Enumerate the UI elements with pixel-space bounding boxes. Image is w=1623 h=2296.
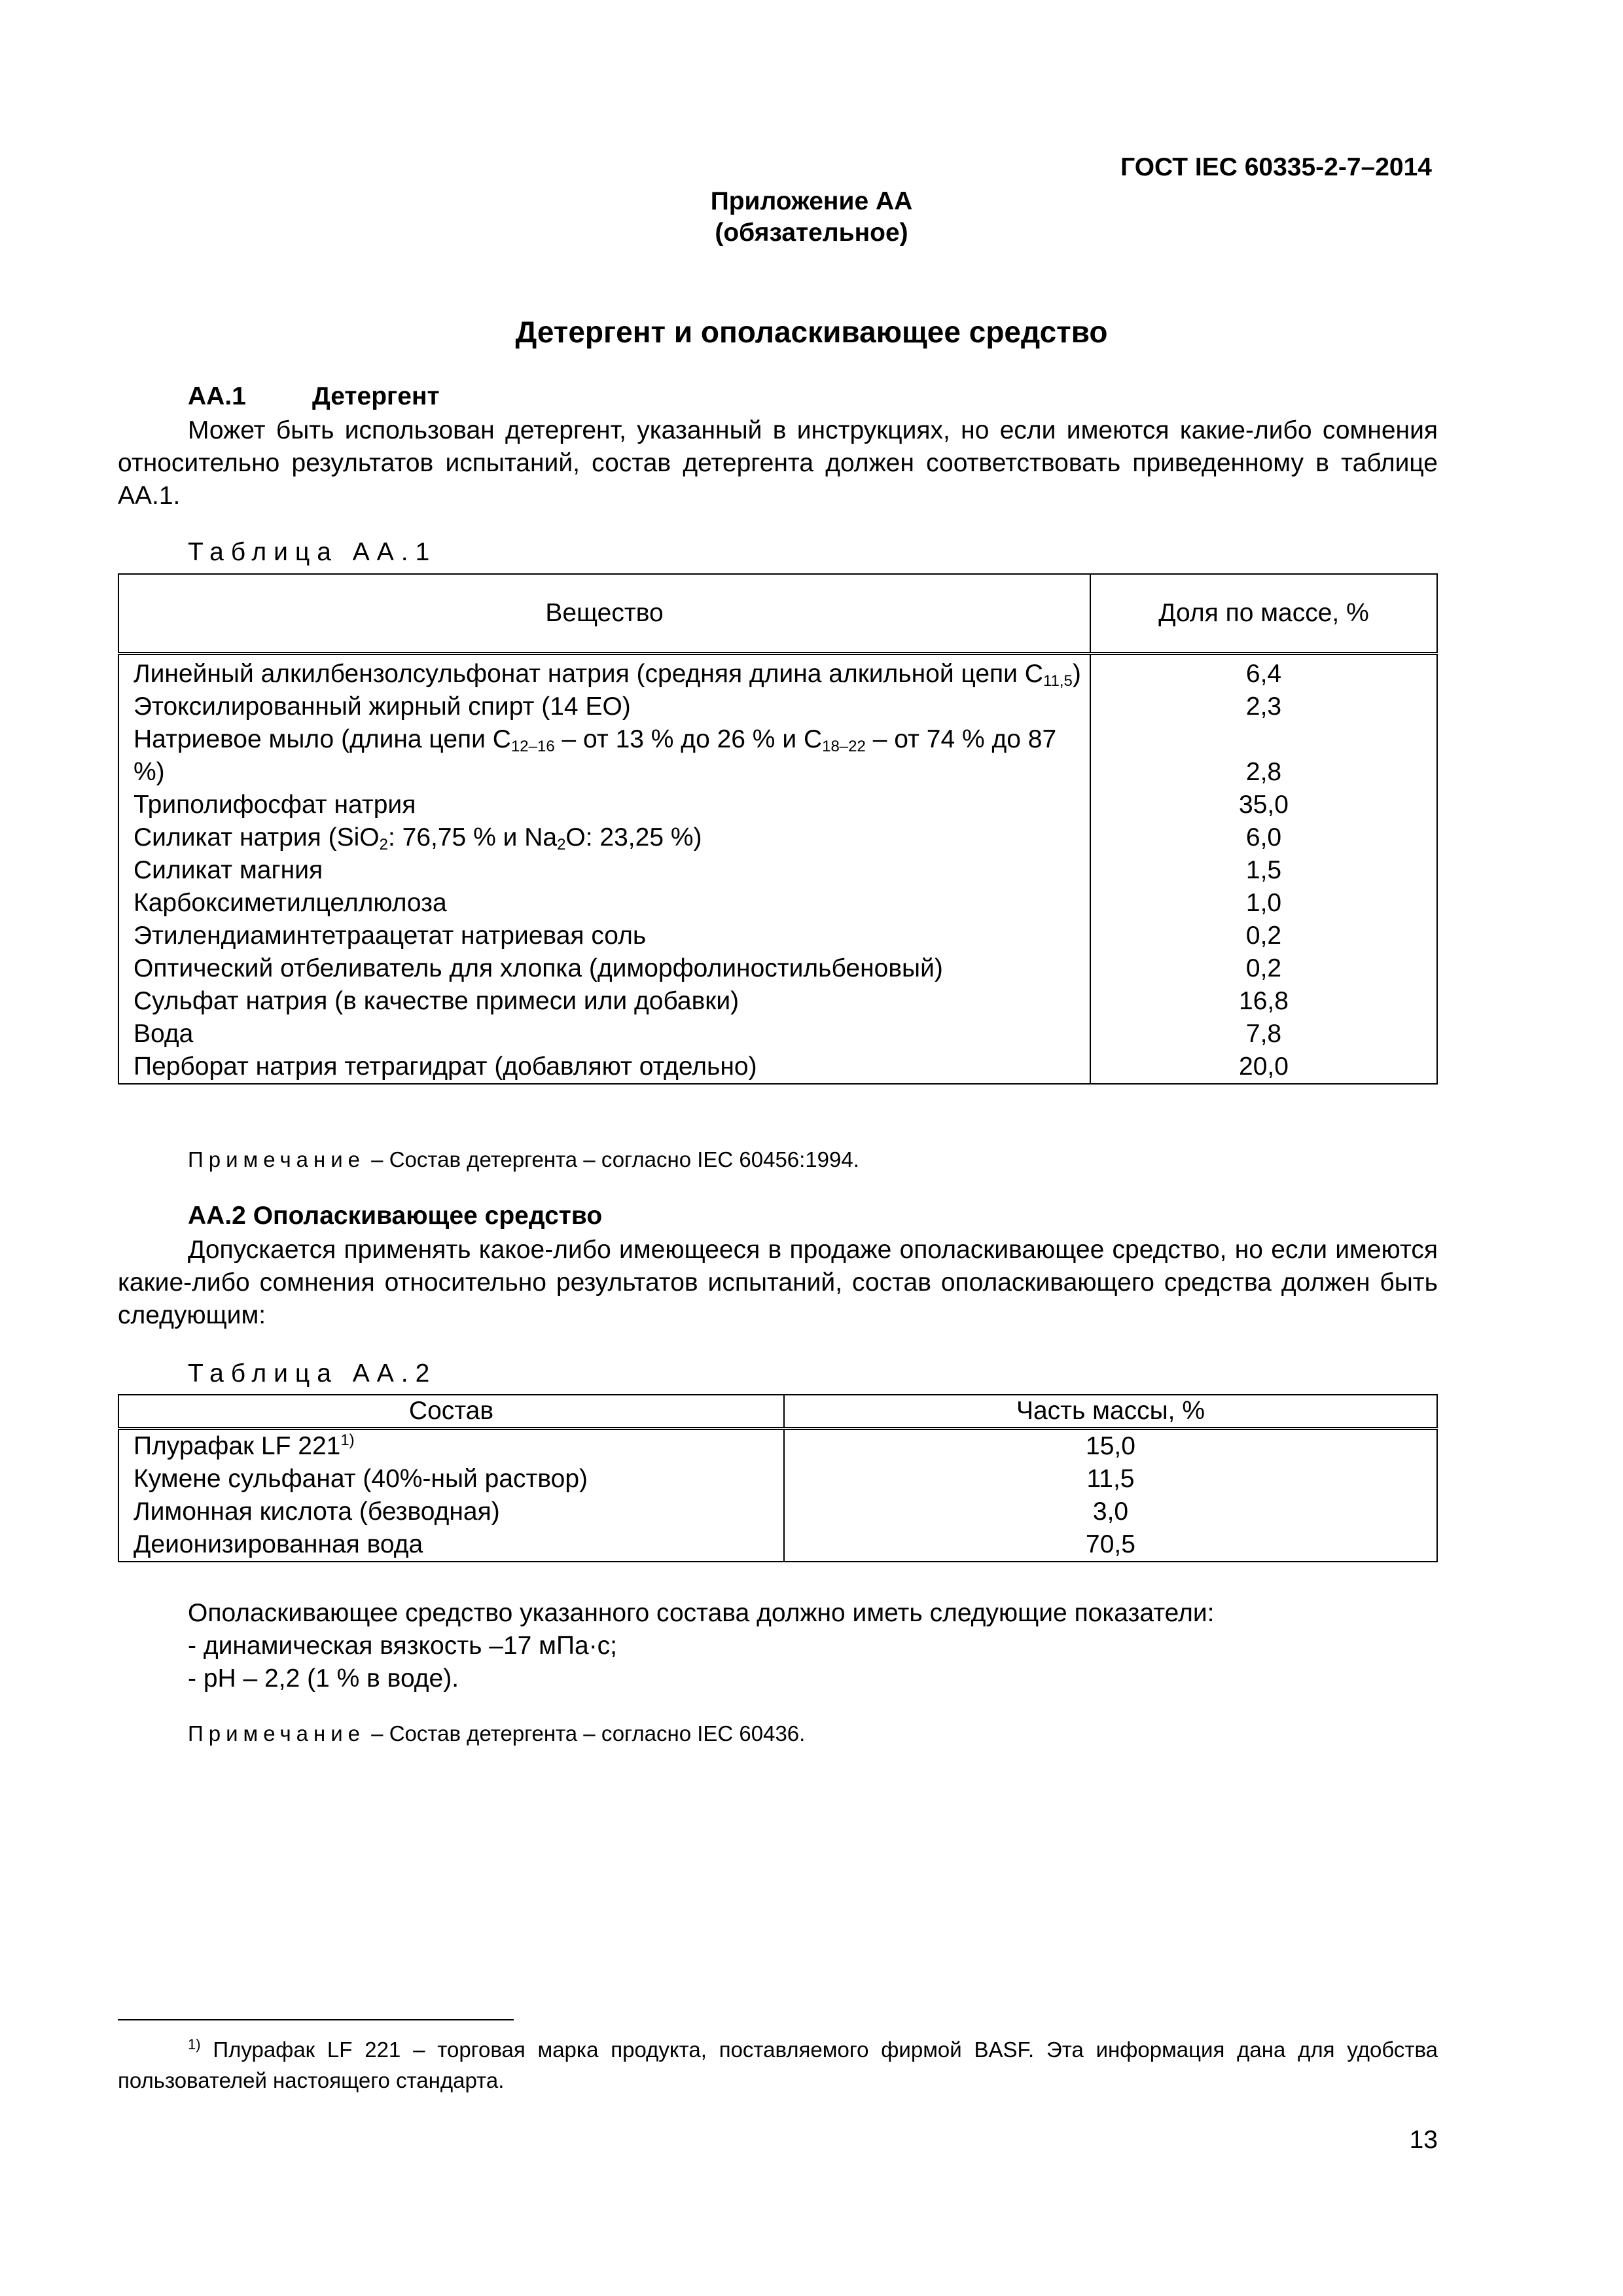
substance-cell: [118, 985, 1090, 1018]
annex-status: (обязательное): [715, 219, 908, 247]
section-title: Детергент: [312, 382, 440, 410]
component-name: Лимонная кислота (безводная): [134, 1498, 500, 1526]
chemical-subscript: 2: [557, 836, 566, 853]
substance-name-part: : 76,75 % и Na: [387, 823, 558, 852]
substance-name-part: – от 74 % до 87 %): [134, 725, 1057, 786]
table-header-mass-fraction: Доля по массе, %: [1090, 574, 1437, 654]
detergent-table: [118, 573, 1438, 1085]
mass-part-cell: 15,0: [784, 1429, 1437, 1463]
footnote-marker: 1): [188, 2036, 201, 2053]
table-row: [118, 854, 1437, 887]
component-name: Плурафак LF 221: [134, 1432, 341, 1460]
substance-name: Триполифосфат натрия: [134, 791, 416, 819]
composition-cell: [118, 1528, 784, 1562]
mass-fraction-cell: 20,0: [1090, 1050, 1437, 1084]
table-row: [118, 1528, 1437, 1562]
table-caption-aa1: Таблица АА.1: [188, 538, 437, 566]
mass-part-cell: 70,5: [784, 1528, 1437, 1562]
rinse-aid-table: [118, 1394, 1438, 1562]
table-note-aa2: [188, 1721, 805, 1746]
note-label: Примечание: [188, 1147, 366, 1172]
section-heading-aa2: АА.2 Ополаскивающее средство: [188, 1202, 603, 1230]
table-header-mass-part: Часть массы, %: [784, 1395, 1437, 1429]
section-paragraph-aa2: Допускается применять какое-либо имеющееся в продаже ополаскивающее средство, но если имеются какие-либо сомнения относительно результатов испытаний, состав ополаскивающего средства должен быть следующим:: [118, 1236, 1438, 1329]
substance-cell: [118, 1050, 1090, 1084]
table-header-substance: Вещество: [118, 574, 1090, 654]
table-row: [118, 1463, 1437, 1496]
component-name: Кумене сульфанат (40%-ный раствор): [134, 1465, 588, 1493]
substance-name-part: – от 13 % до 26 % и C: [554, 725, 823, 753]
substance-cell: [118, 723, 1090, 789]
section-number: АА.1: [188, 382, 246, 410]
note-text: – Состав детергента – согласно IEC 60436.: [365, 1721, 806, 1746]
mass-fraction-cell: 16,8: [1090, 985, 1437, 1018]
annex-title: Приложение АА: [710, 187, 913, 215]
chemical-subscript: 18–22: [822, 738, 866, 755]
substance-cell: [118, 789, 1090, 821]
table-row: [118, 723, 1437, 789]
table-row: [118, 1050, 1437, 1084]
substance-cell: [118, 821, 1090, 854]
mass-fraction-cell: 6,0: [1090, 821, 1437, 854]
table-row: [118, 691, 1437, 723]
mass-fraction-cell: 2,3: [1090, 691, 1437, 723]
mass-fraction-cell: 0,2: [1090, 952, 1437, 985]
table-header-composition: Состав: [118, 1395, 784, 1429]
main-title: Детергент и ополаскивающее средство: [515, 315, 1108, 349]
substance-name: Линейный алкилбензолсульфонат натрия (средняя длина алкильной цепи C: [134, 660, 1043, 688]
table-row: [118, 821, 1437, 854]
mass-fraction-cell: 35,0: [1090, 789, 1437, 821]
page-number: 13: [1409, 2126, 1438, 2154]
component-name: Деионизированная вода: [134, 1530, 423, 1558]
mass-fraction-cell: 0,2: [1090, 920, 1437, 952]
table-caption-aa2: Таблица АА.2: [188, 1359, 437, 1388]
substance-name: Карбоксиметилцеллюлоза: [134, 889, 447, 917]
chemical-subscript: 2: [379, 836, 388, 853]
mass-fraction-cell: 2,8: [1090, 723, 1437, 789]
table-row: [118, 887, 1437, 920]
chemical-subscript: 11,5: [1043, 672, 1073, 690]
substance-name: Натриевое мыло (длина цепи C: [134, 725, 511, 753]
footnote-separator: [118, 2019, 514, 2020]
substance-name: Сульфат натрия (в качестве примеси или добавки): [134, 987, 740, 1015]
table-row: [118, 952, 1437, 985]
footnote: [118, 2034, 1438, 2096]
substance-name: Этилендиаминтетраацетат натриевая соль: [134, 922, 647, 950]
table-row: [118, 985, 1437, 1018]
substance-name: Оптический отбеливатель для хлопка (диморфолиностильбеновый): [134, 954, 943, 982]
composition-cell: [118, 1429, 784, 1463]
mass-fraction-cell: 1,0: [1090, 887, 1437, 920]
footnote-text: Плурафак LF 221 – торговая марка продукта, поставляемого фирмой BASF. Эта информация дана для удобства пользователей настоящего стандарта.: [118, 2037, 1438, 2092]
table-row: [118, 1429, 1437, 1463]
substance-cell: [118, 887, 1090, 920]
mass-fraction-cell: 1,5: [1090, 854, 1437, 887]
mass-fraction-cell: 7,8: [1090, 1018, 1437, 1050]
substance-name-part: O: 23,25 %): [565, 823, 702, 852]
table-row: [118, 654, 1437, 691]
substance-cell: [118, 952, 1090, 985]
note-label: Примечание: [188, 1721, 366, 1746]
substance-name: Силикат натрия (SiO: [134, 823, 380, 852]
table-row: [118, 920, 1437, 952]
mass-part-cell: 3,0: [784, 1496, 1437, 1528]
substance-name: Перборат натрия тетрагидрат (добавляют отдельно): [134, 1052, 757, 1081]
table-note-aa1: [188, 1147, 859, 1172]
note-text: – Состав детергента – согласно IEC 60456:1994.: [365, 1147, 859, 1172]
property-viscosity: - динамическая вязкость –17 мПа·с;: [188, 1632, 618, 1660]
footnote-ref: 1): [340, 1431, 355, 1449]
substance-cell: [118, 1018, 1090, 1050]
substance-name: Силикат магния: [134, 856, 323, 884]
property-ph: - pH – 2,2 (1 % в воде).: [188, 1664, 459, 1693]
table-row: [118, 1018, 1437, 1050]
substance-cell: [118, 920, 1090, 952]
section-heading-aa1: [188, 382, 440, 411]
substance-name-part: ): [1072, 660, 1081, 688]
table-row: [118, 789, 1437, 821]
composition-cell: [118, 1463, 784, 1496]
table-row: [118, 1496, 1437, 1528]
substance-cell: [118, 691, 1090, 723]
mass-part-cell: 11,5: [784, 1463, 1437, 1496]
substance-name: Вода: [134, 1020, 194, 1048]
substance-cell: [118, 854, 1090, 887]
mass-fraction-cell: 6,4: [1090, 654, 1437, 691]
chemical-subscript: 12–16: [510, 738, 555, 755]
document-code: ГОСТ IEC 60335-2-7–2014: [1120, 153, 1432, 181]
substance-name: Этоксилированный жирный спирт (14 EO): [134, 692, 631, 721]
composition-cell: [118, 1496, 784, 1528]
section-paragraph-aa1: Может быть использован детергент, указанный в инструкциях, но если имеются какие-либо сомнения относительно результатов испытаний, состав детергента должен соответствовать приведенному в таблице АА.1.: [118, 416, 1438, 510]
substance-cell: [118, 654, 1090, 691]
properties-intro: Ополаскивающее средство указанного состава должно иметь следующие показатели:: [188, 1599, 1215, 1627]
